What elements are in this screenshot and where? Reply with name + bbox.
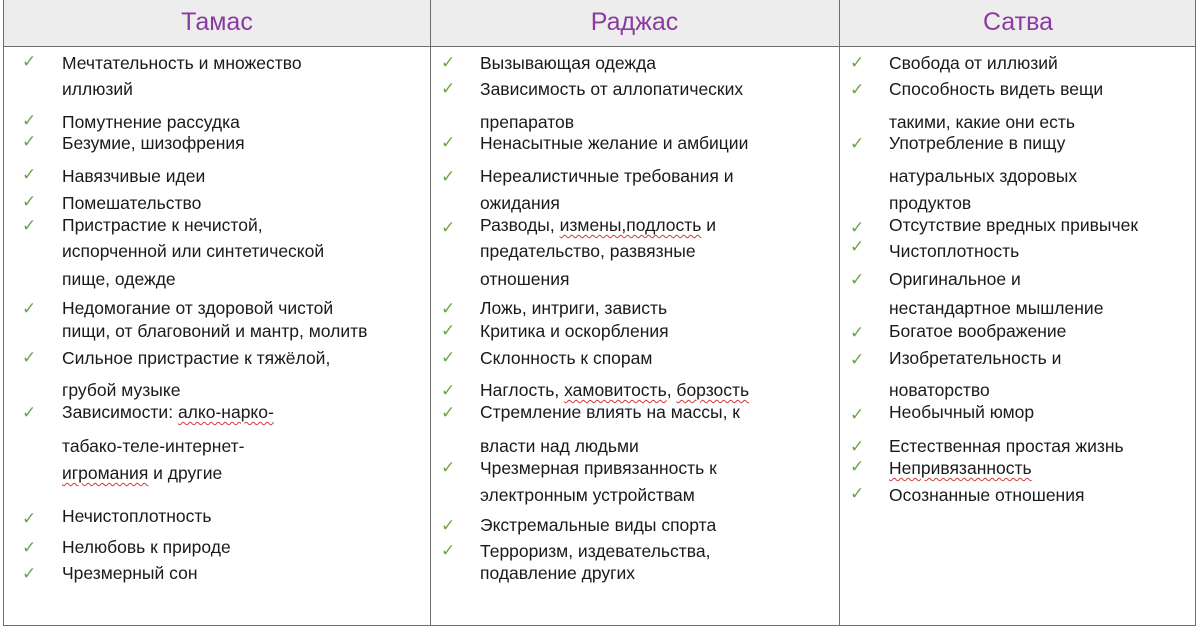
list-item: Зависимость от аллопатических	[480, 79, 744, 99]
check-icon: ✓	[850, 437, 865, 457]
check-icon: ✓	[441, 381, 456, 401]
list-item: пищи, от благовоний и мантр, молитв	[62, 321, 368, 341]
list-item: Нелюбовь к природе	[62, 537, 231, 557]
list-item: испорченной или синтетической	[62, 241, 325, 261]
check-icon: ✓	[441, 541, 456, 561]
list-item: препаратов	[480, 112, 575, 132]
check-icon: ✓	[441, 348, 456, 368]
list-item: Терроризм, издевательства,	[480, 541, 711, 561]
list-item: Стремление влиять на массы, к	[480, 402, 740, 422]
list-item: Изобретательность и	[889, 348, 1062, 368]
column-title-rajas: Раджас	[590, 8, 679, 36]
check-icon: ✓	[441, 299, 456, 319]
list-item: Разводы, измены,подлость и	[480, 215, 716, 235]
check-icon: ✓	[441, 516, 456, 536]
check-icon: ✓	[22, 348, 37, 368]
list-item: Необычный юмор	[889, 402, 1035, 422]
list-item: Богатое воображение	[889, 321, 1067, 341]
list-item: Безумие, шизофрения	[62, 133, 245, 153]
list-item: Свобода от иллюзий	[889, 53, 1058, 73]
check-icon: ✓	[850, 80, 865, 100]
check-icon: ✓	[850, 218, 865, 238]
check-icon: ✓	[441, 167, 456, 187]
column-divider	[430, 0, 431, 625]
check-icon: ✓	[22, 132, 37, 152]
check-icon: ✓	[22, 111, 37, 131]
check-icon: ✓	[22, 52, 37, 72]
check-icon: ✓	[441, 79, 456, 99]
list-item: отношения	[480, 269, 570, 289]
column-title-sattva: Сатва	[982, 8, 1054, 36]
list-item: Мечтательность и множество	[62, 53, 302, 73]
check-icon: ✓	[22, 403, 37, 423]
check-icon: ✓	[850, 405, 865, 425]
check-icon: ✓	[850, 457, 865, 477]
list-item: иллюзий	[62, 79, 133, 99]
check-icon: ✓	[22, 216, 37, 236]
list-item: Чрезмерный сон	[62, 563, 198, 583]
list-item: электронным устройствам	[480, 485, 695, 505]
list-item: Помешательство	[62, 193, 202, 213]
list-item: Непривязанность	[889, 458, 1032, 478]
check-icon: ✓	[441, 321, 456, 341]
check-icon: ✓	[850, 134, 865, 154]
column-title-tamas: Тамас	[181, 8, 253, 36]
list-item: Нереалистичные требования и	[480, 166, 734, 186]
check-icon: ✓	[22, 192, 37, 212]
column-divider	[839, 0, 840, 625]
check-icon: ✓	[441, 403, 456, 423]
list-item: Употребление в пищу	[889, 133, 1066, 153]
list-item: Экстремальные виды спорта	[480, 515, 717, 535]
list-item: пище, одежде	[62, 269, 176, 289]
check-icon: ✓	[22, 538, 37, 558]
list-item: продуктов	[889, 193, 972, 213]
check-icon: ✓	[22, 165, 37, 185]
list-item: Нечистоплотность	[62, 506, 212, 526]
list-item: подавление других	[480, 563, 636, 583]
check-icon: ✓	[22, 509, 37, 529]
check-icon: ✓	[22, 299, 37, 319]
check-icon: ✓	[850, 270, 865, 290]
check-icon: ✓	[441, 133, 456, 153]
list-item: Чистоплотность	[889, 241, 1020, 261]
list-item: Способность видеть вещи	[889, 79, 1104, 99]
check-icon: ✓	[850, 323, 865, 343]
list-item: Сильное пристрастие к тяжёлой,	[62, 348, 331, 368]
list-item: Отсутствие вредных привычек	[889, 215, 1138, 235]
list-item: новаторство	[889, 380, 990, 400]
list-item: Ненасытные желание и амбиции	[480, 133, 749, 153]
list-item: Естественная простая жизнь	[889, 436, 1124, 456]
check-icon: ✓	[850, 53, 865, 73]
check-icon: ✓	[441, 53, 456, 73]
list-item: Ложь, интриги, зависть	[480, 298, 668, 318]
check-icon: ✓	[441, 458, 456, 478]
list-item: власти над людьми	[480, 436, 639, 456]
list-item: Помутнение рассудка	[62, 112, 240, 132]
check-icon: ✓	[850, 484, 865, 504]
list-item: игромания и другие	[62, 463, 223, 483]
check-icon: ✓	[441, 218, 456, 238]
table-header-row	[4, 0, 1195, 47]
list-item: грубой музыке	[62, 380, 181, 400]
list-item: Склонность к спорам	[480, 348, 653, 368]
list-item: Критика и оскорбления	[480, 321, 669, 341]
check-icon: ✓	[22, 564, 37, 584]
list-item: натуральных здоровых	[889, 166, 1078, 186]
list-item: такими, какие они есть	[889, 112, 1075, 132]
list-item: Чрезмерная привязанность к	[480, 458, 717, 478]
list-item: нестандартное мышление	[889, 298, 1104, 318]
list-item: Наглость, хамовитость, борзость	[480, 380, 750, 400]
list-item: Оригинальное и	[889, 269, 1021, 289]
list-item: Навязчивые идеи	[62, 166, 206, 186]
list-item: табако-теле-интернет-	[62, 436, 245, 456]
list-item: Пристрастие к нечистой,	[62, 215, 263, 235]
list-item: Вызывающая одежда	[480, 53, 657, 73]
check-icon: ✓	[850, 350, 865, 370]
list-item: Осознанные отношения	[889, 485, 1085, 505]
list-item: Зависимости: алко-нарко-	[62, 402, 274, 422]
list-item: ожидания	[480, 193, 560, 213]
list-item: предательство, развязные	[480, 241, 696, 261]
check-icon: ✓	[850, 237, 865, 257]
list-item: Недомогание от здоровой чистой	[62, 298, 334, 318]
